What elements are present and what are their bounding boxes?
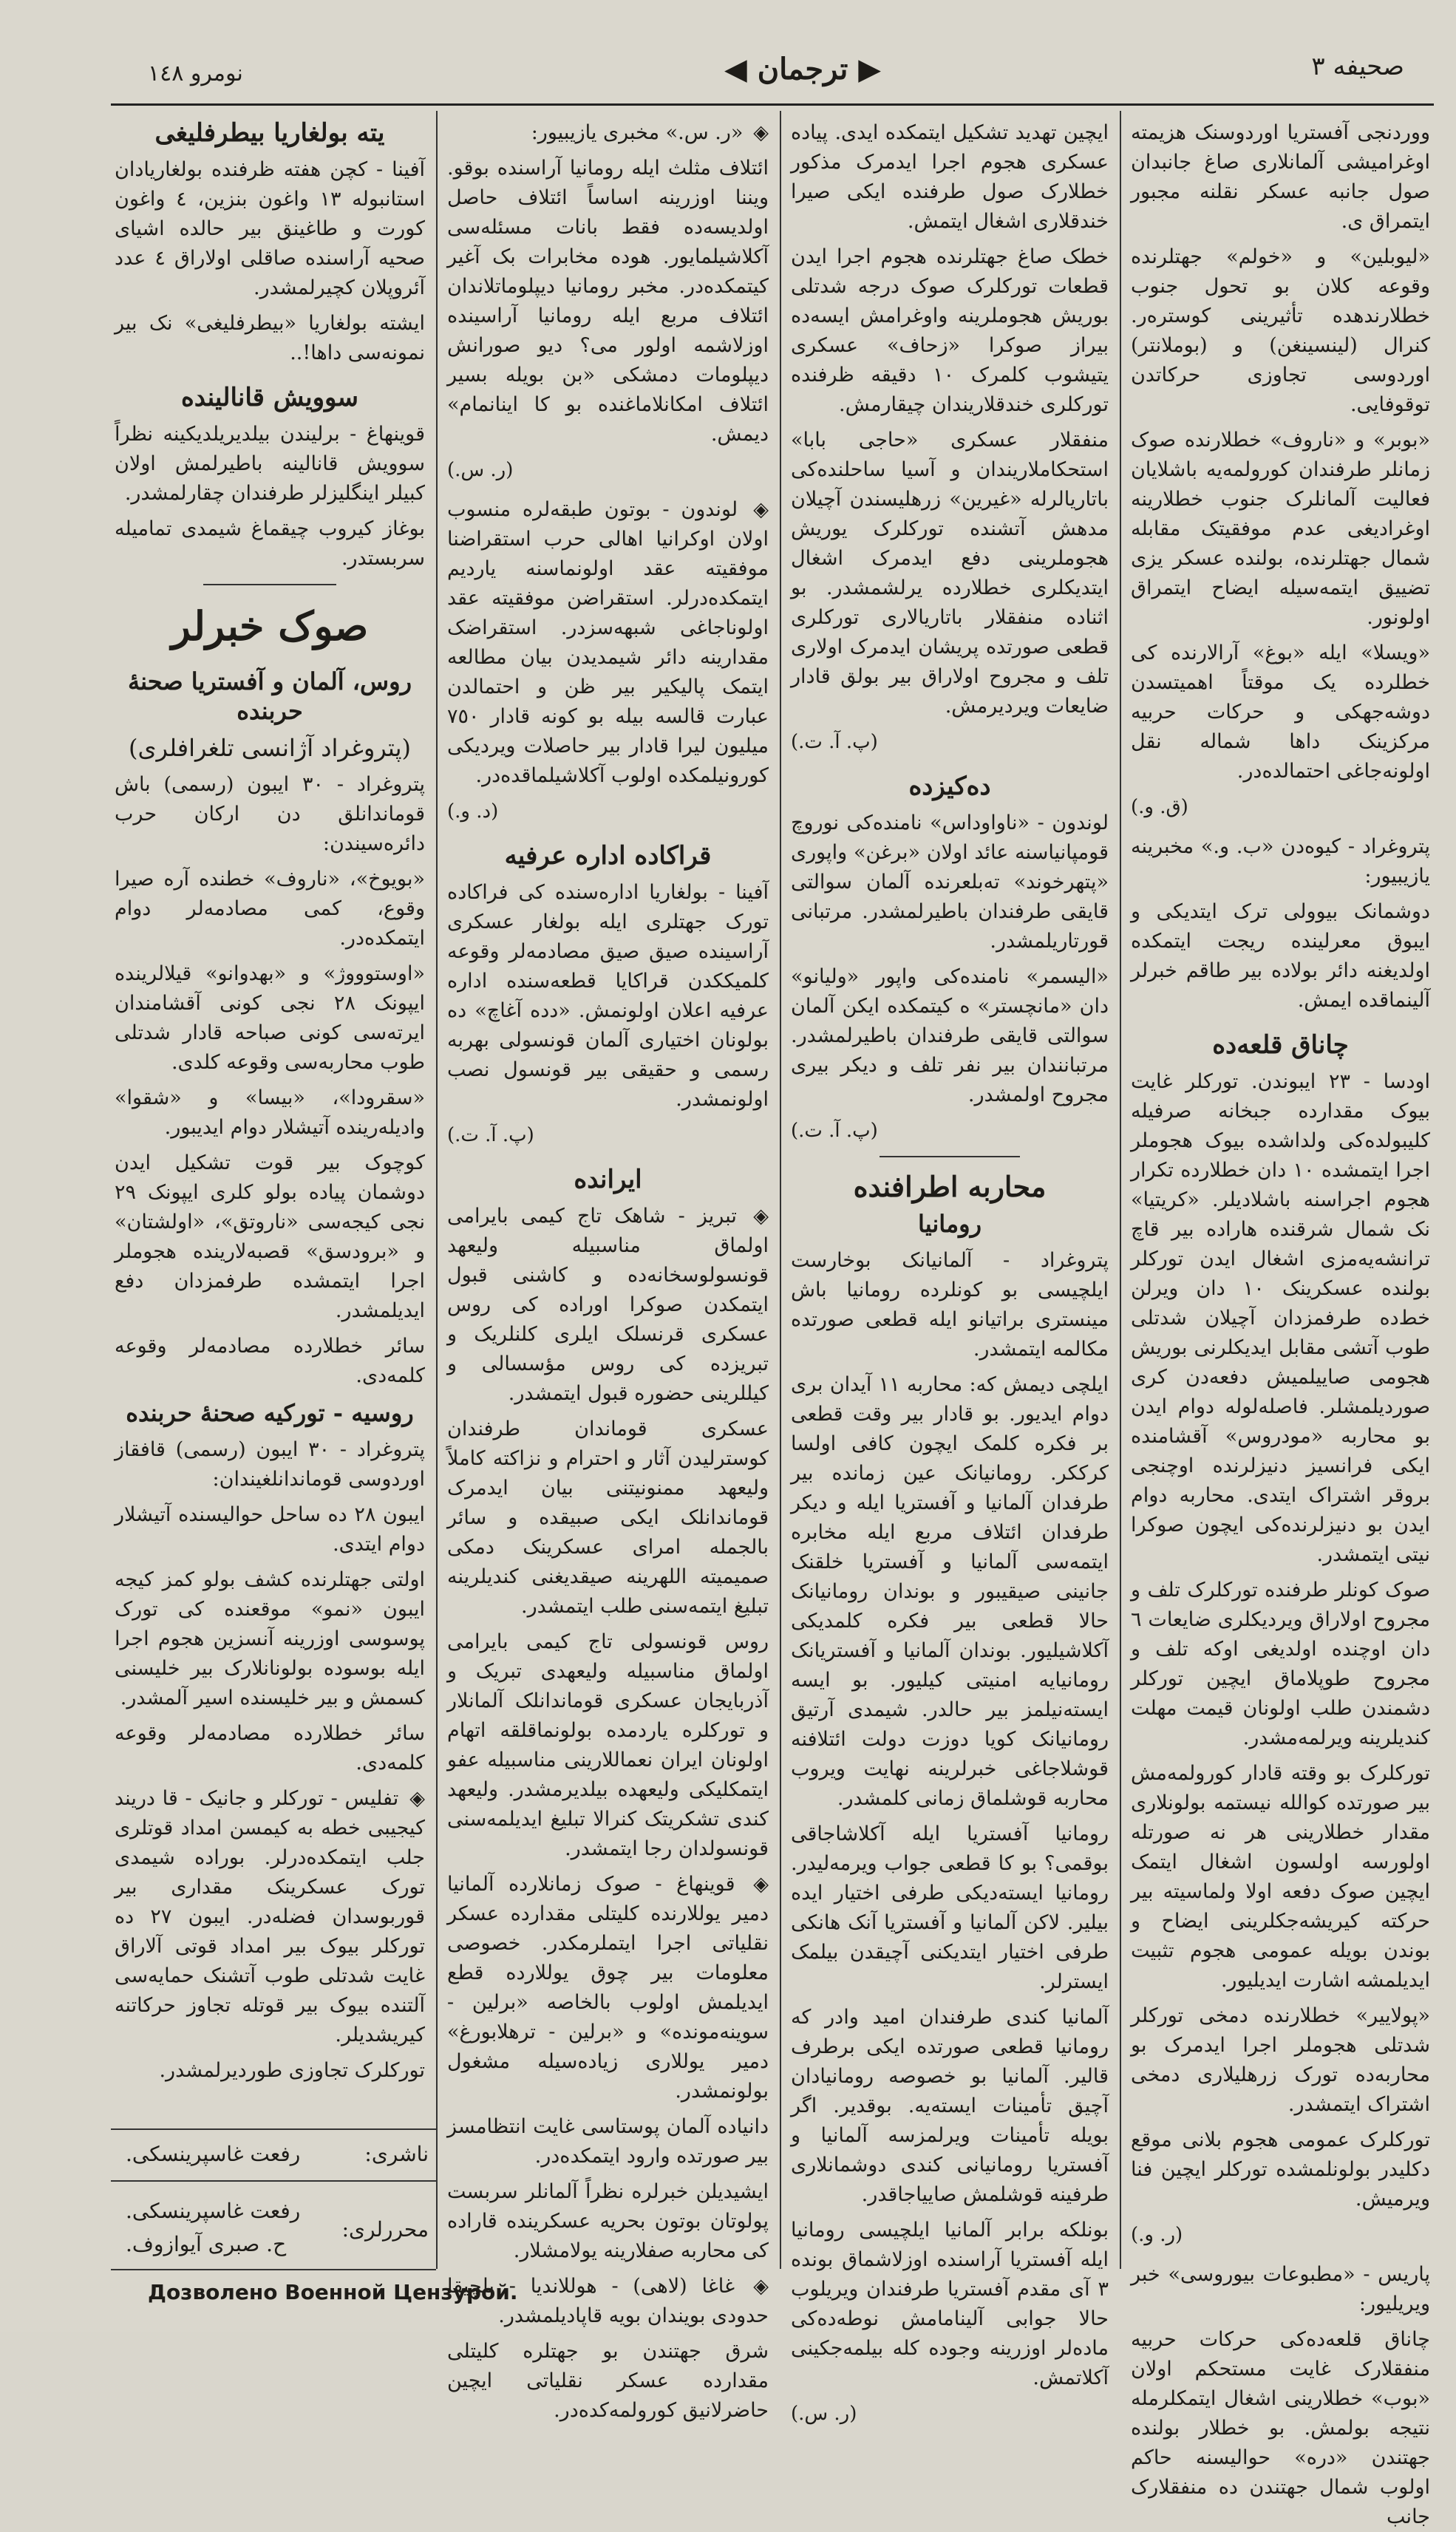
paragraph: تورکلرک تجاوزی طوردیرلمشدر. xyxy=(159,2059,425,2082)
diamond-ornament-icon: ◈ xyxy=(753,2275,769,2298)
paragraph: شرق جهتندن بو جهتلره کلیتلی مقدارده عسکر نقلیاتی ایچین حاضرلانیق کورولمه‌کده‌در. xyxy=(447,2340,769,2422)
section-divider xyxy=(880,1156,1020,1157)
paragraph: دانیاده آلمان پوستاسی غایت انتظامسز بیر صورتده وارود ایتمکده‌در. xyxy=(447,2115,769,2168)
column-divider xyxy=(1120,111,1121,2269)
column-2 xyxy=(447,118,769,2422)
source-tag: (ر. س.) xyxy=(447,459,514,481)
paragraph: پتروغراد - کیوه‌دن «ب. و.» مخبرینه یازیبیور: xyxy=(1131,835,1430,888)
newspaper-title xyxy=(724,52,881,86)
paragraph: «بویوخ»، «ناروف» خطنده آره صیرا وقوع، کمی مصادمه‌لر دوام ایتمکده‌در. xyxy=(115,868,425,950)
section-headline: قراکاده اداره عرفیه xyxy=(504,841,712,871)
source-tag: (ق. و.) xyxy=(1131,796,1188,818)
paragraph: «اوستوووژ» و «بهدوانو» قیلالرینده ایپونک ٢٨ نجی کونی آقشامندان ایرته‌سی کونی صباحه قادار شدتلی طوب محاربه‌سی وقوعه کلدی. xyxy=(115,962,425,1074)
section-headline: سوویش قانالینده xyxy=(180,383,359,412)
column-divider xyxy=(780,111,781,2269)
paragraph-text: قوینهاغ - صوک زمانلارده آلمانیا دمیر یوللارنده کلیتلی مقدارده عسکر نقلیاتی اجرا ایتملرمکدر. خصوصی معلومات بیر چوق یوللارده قطع ایدیلمش اولوب بالخاصه «برلین - سوینه‌موندە» و «برلین - ترهلابورغ» دمیر یوللاری زیاده‌سیله مشغول بولونمشدر. xyxy=(447,1873,769,2103)
source-tag: (پ. آ. ت.) xyxy=(791,731,878,753)
paragraph-text: «ر. س.» مخبری یازیبیور: xyxy=(531,121,744,144)
diamond-ornament-icon: ◈ xyxy=(753,1873,769,1896)
paragraph xyxy=(115,1784,425,2050)
paragraph: ایبون ٢٨ ده ساحل حوالیسنده آتیشلار دوام ایتدی. xyxy=(115,1503,425,1556)
paragraph: صوک کونلر طرفنده تورکلرک تلف و مجروح اولاراق ویردیکلری ضایعات ٦ دان اوچنده اولدیغی اوکه تلف و مجروح طوپلاماق ایچین تورکلر دشمندن طلب اولونان قیمت مهلت کندیلرینه ویرلمه‌مشدر. xyxy=(1131,1579,1430,1749)
paragraph: ائتلاف مثلث ایله رومانیا آراسنده بوقو. ویننا اوزرینه اساساً ائتلاف حاصل اولدیسه‌ده فقط بانات مسئله‌سی آکلاشیلمایور. هوده مخابرات بک آغیر کیتمکده‌در. مخبر رومانیا دیپلوماتلاندان ائتلاف مربع ایله رومانیا آراسینده اوزلاشمه اولور می؟ دیو صورانش دیپلومات دمشکی «بن بویله بسیر ائتلاف امکانلاماغنده بو کا اینانمام» دیمش. xyxy=(447,157,769,446)
censor-note: Дозволено Военной Цензурой. xyxy=(148,2280,518,2304)
paragraph: روس قونسولی تاج کیمی بایرامی اولماق مناسبیله ولیعهدی تبریک و آذربایجان عسکری قوماندانلک آلمانلار و تورکلره یاردمده بولونماقلقه اتهام اولونان ایران نعماللارینی مناسبیله عفو ایتمکلیکی ولیعهده بیلدیرمشدر. ولیعهد کندی تشکریتک کنرالا تبلیغ ایدیلمه‌سنی قونسولدان رجا ایتمشدر. xyxy=(447,1630,769,1860)
imprint-rule xyxy=(111,2128,436,2130)
section-subheadline: رومانیا xyxy=(917,1210,982,1238)
imprint-rule xyxy=(111,2180,436,2182)
section-headline: ده‌کیزده xyxy=(908,772,991,801)
column-divider xyxy=(436,111,438,2269)
paragraph: «الیسمر» نامنده‌کی واپور «ولیانو» دان «مانچستر» ه کیتمکده ایکن آلمان سوالتی قایقی طرفندان باطیرلمشدر. مرتبانندان بیر نفر تلف و دیکر بیری مجروح اولمشدر. xyxy=(791,965,1109,1106)
imprint-rule xyxy=(111,2269,436,2270)
paragraph: «پولاییر» خطلارنده دمخی تورکلر شدتلی هجوملر اجرا ایدمرک بو محاربه‌ده تورک زرهلیلاری دمخی اشتراک ایتمشدر. xyxy=(1131,2004,1430,2116)
paragraph: اولتی جهتلرنده کشف بولو کمز کیجه ایبون «نمو» موقعنده کی تورک پوسوسی اوزرینه آنسزین هجوم اجرا ایله بوسوده بولونانلارک بیر خلیسنی کسمش و بیر خلیسنده اسیر آلمشدر. xyxy=(115,1568,425,1709)
editor-name: ح. صبری آیوازوف. xyxy=(126,2232,287,2256)
source-tag: (پ. آ. ت.) xyxy=(791,1120,878,1142)
paragraph: پاریس - «مطبوعات بیوروسی» خبر ویریلیور: xyxy=(1131,2263,1430,2315)
paragraph xyxy=(447,1870,769,2106)
paragraph: سائر خطلارده مصادمه‌لر وقوعه کلمه‌دی. xyxy=(115,1335,425,1387)
section-subheadline: روسیه - تورکیه صحنهٔ حربنده xyxy=(126,1399,414,1427)
paragraph: «لیوبلین» و «خولم» جهتلرنده وقوعه کلان بو تحول جنوب خطلارندهده تأثیرینی کوستره‌ر. کنرال (لینسینغن) و (بوملانتر) اوردوسی تجاوزی حرکاتدن توقوفایی. xyxy=(1131,245,1430,416)
paragraph: بوغاز کیروب چیقماغ شیمدی تمامیله سربستدر. xyxy=(115,517,425,570)
paragraph xyxy=(447,495,769,791)
paragraph-text: غاغا (لاهی) - هوللاندیا - بلچیقا حدودی بویندان بویه قاپادیلمشدر. xyxy=(447,2275,769,2327)
editors-label: محررلری: xyxy=(341,2217,429,2242)
publisher-label: ناشری: xyxy=(364,2142,429,2166)
editor-name: رفعت غاسپرینسکی. xyxy=(126,2199,301,2223)
paragraph: چاناق قلعه‌ده‌کی حرکات حربیه منفقلارک غایت مستحکم اولان «بوب» خطلارینی اشغال ایتمکلرمله نتیجه بولمش. بو خطلار بولنده جهتندن «دره» حوالیسنه حاکم اولوب شمال جهتندن ده منفقلارک جانب xyxy=(1131,2328,1430,2528)
diamond-ornament-icon: ◈ xyxy=(753,1205,769,1228)
paragraph: بونلکه برابر آلمانیا ایلچیسی رومانیا ایله آفستریا آراسنده اوزلاشماق بونده ٣ آی مقدم آفستریا طرفندان ویریلوب حالا جوابی آلینامامش نوطه‌ده‌کی ماده‌لر اوزرینه وجوده کله بیلمه‌جکینی آکلاتمش. xyxy=(791,2219,1109,2389)
header-rule xyxy=(111,103,1434,106)
section-divider xyxy=(203,584,336,585)
paragraph: عسکری قوماندان طرفندان کوسترلیدن آثار و احترام و نزاکته کاملاً ولیعهد ممنونیتنی بیان ایدمرک قوماندانلک ایکی صبیقده و سائر بالجمله امرای عسکرینک دمکی صمیمیته اللهرینه صیقدیغنی کندیلرینه تبلیغ ایتمه‌سنی طلب ایتمشدر. xyxy=(447,1418,769,1618)
paragraph: آفینا - کچن هفته ظرفنده بولغاریادان استانبوله ١٣ واغون بنزین، ٤ واغون کورت و طاغینق بیر حالده اشیای صحیه آراسنده صاقلی اولاراق ٤ عدد آئروپلان کچیرلمشدر. xyxy=(115,158,426,299)
column-1 xyxy=(115,118,425,2114)
source-tag: (ر. س.) xyxy=(791,2403,857,2425)
diamond-ornament-icon: ◈ xyxy=(753,121,769,144)
page-header xyxy=(111,44,1412,96)
paragraph: اودسا - ٢٣ ایبوندن. تورکلر غایت بیوک مقدارده جبخانه صرفیله کلیبولده‌کی ولداشده بیوک هجوملر اجرا ایتمشده ۱۰ دان خطلارده تکرار هجوم اجراسنه باشلادیلر. «کریتیا» نک شمال شرقنده هاراده بیر قاچ ترانشه‌یه‌مزی اشغال ایدن تورکلر بولنده عسکرینک ۱۰ دان ویرلن خط‌ده طرفمزدان آچیلان شدتلی طوب آتشی مقابل ایدیکلرنی بوریش هجومی صاییلمیش دفعه‌دن کری صوردیلمشلر. فاصله‌لوله دوام ایدن بو محاربه «مودروس» آقشامنده ایکی فرانسیز دنیزلرنده اوچنجی بروقر اشتراک ایتدی. محاربه دوام ایدن بو دنیزلرنده‌کی ایچون صوکرا نیتی ایتمشدر. xyxy=(1131,1070,1431,1566)
paragraph: خطک صاغ جهتلرنده هجوم اجرا ایدن قطعات تورکلرک صوک درجه شدتلی بوریش هجوملرینه واوغرامش ایسه‌ده بیراز صوکرا «زحاف» عسکری یتیشوب کلمرک ١٠ دقیقه ظرفنده تورکلری خندقلاریندان چیقارمش. xyxy=(791,245,1109,416)
paragraph: منفقلار عسکری «حاجی بابا» استحکاملاریندان و آسیا ساحلنده‌کی باتاریالرله «غیرین» زرهلیسندن آچیلان مدهش آتشنده تورکلرک یوریش هجوملرینی دفع ایدمرک اشغال ایتدیکلری خطلارده یرلشمشدر. بو اثناده منفقلار باتاریالاری تورکلری قطعی صورتده پریشان ایدمرک اولاری تلف و مجروح اولاراق بیر بولق قادار ضایعات ویردیرمش. xyxy=(791,429,1109,718)
diamond-ornament-icon: ◈ xyxy=(409,1787,425,1810)
paragraph xyxy=(447,1202,769,1409)
paragraph: پتروغراد - ٣٠ ایبون (رسمی) باش قوماندانلق دن ارکان حرب دائره‌سیندن: xyxy=(115,773,426,855)
paragraph: ایلچی دیمش که: محاربه ١١ آیدان بری دوام ایدیور. بو قادار بیر وقت قطعی بر فکره کلمک ایچون کافی اولسا کرککر. رومانیانک عین زمانده بیر طرفدان آلمانیا و آفستریا ایله و دیکر طرفدان ائتلاف مربع ایله مخابره ایتمه‌سی آلمانیا و آفستریا خلقنک جانینی صیقیبور و بوندان رومانیانک حالا قطعی بیر فکره کلمدیکی آکلاشیلیور. بوندان آلمانیا و آفستریانک رومانیایه امنیتی کیلیور. بو ایسه ایسته‌نیلمز بیر حالدر. شیمدی آرتیق رومانیانک کویا دوزت دولت ائتلافنه قوشلاجاغی خبرلرینه نهایت ویروب محاربه قوشلماق زمانی کلمشدر. xyxy=(791,1373,1109,1810)
source-tag: (د. و.) xyxy=(447,800,499,823)
paragraph: «ویسلا» ایله «بوغ» آرالارنده کی خطلرده یک موقتاً اهمیتسدن دوشه‌جهکی و حرکات حربیه مرکزینک داها شماله نقل اولونه‌جاغی احتمالده‌در. xyxy=(1131,641,1430,783)
paragraph: ایچین تهدید تشکیل ایتمکده ایدی. پیاده عسکری هجوم اجرا ایدمرک مذکور خطلارک صول طرفنده ایکی صیرا خندقلاری اشغال ایتمش. xyxy=(791,121,1109,233)
paragraph: تورکلرک بو وقته قادار کورولمه‌مش بیر صورتده کوالله نیستمه بولونلاری مقدار خطلارینی هر نه صورتله اولورسه اولسون اشغال ایتمک ایچین صوک دفعه اولا ولماسیته بیر حرکته کیریشه‌جکلرینی ایضاح و بوندن بویله عمومی هجوم تثبیت ایدیلمشه اشارت ایدیلیور. xyxy=(1131,1762,1430,1992)
paragraph-text: تفلیس - تورکلر و جانیک - قا دریند کیجیبی خطه به کیمسن امداد قوتلری جلب ایتمکده‌درلر. بوراده شیمدی تورک عسکرینک مقداری بیر قوربوسدان فضله‌در. ایبون ٢٧ ده تورکلر بیوک بیر امداد قوتی آلاراق غایت شدتلی طوب آتشنک حمایه‌سی آلتنده بیوک بیر قوتله تجاوز حرکاتنه کیریشدیلر. xyxy=(115,1787,425,2046)
column-3 xyxy=(791,118,1109,2425)
paragraph: ایشته بولغاریا «بیطرفلیغی» نک بیر نمونه‌سی داها!.. xyxy=(115,312,425,364)
publisher-name: رفعت غاسپرینسکی. xyxy=(126,2142,301,2166)
paragraph: آفینا - بولغاریا ادارەسنده کی فراکاده تورک جهتلری ایله بولغار عسکری آراسینده صیق صیق مصادمه‌لر وقوعه کلمیککدن قراکایا قطعه‌سنده اداره عرفیه اعلان اولونمش. «دده آغاچ» ده بولونان اختیاری آلمان قونسولی بهربه رسمی و حقیقی بیر قونسول نصب اولونمشدر. xyxy=(447,881,769,1111)
paragraph xyxy=(447,118,769,148)
source-tag: (پ. آ. ت.) xyxy=(447,1124,534,1146)
paragraph: ووردنجی آفستریا اوردوسنک هزیمته اوغرامیشی آلمانلاری صاغ جانبدان صول جانبه عسکر نقلنه مجبور ایتمراق ی. xyxy=(1131,121,1430,233)
source-agency: (پتروغراد آژانسی تلغرافلری) xyxy=(129,734,411,762)
page-number: صحیفه ٣ xyxy=(1311,52,1404,81)
issue-number: نومرو ١٤٨ xyxy=(148,61,243,86)
paragraph: پتروغراد - ٣٠ ایبون (رسمی) قافقاز اوردوسی قوماندانلغیندان: xyxy=(115,1438,425,1491)
paragraph: «بوبر» و «ناروف» خطلارنده صوک زمانلر طرفندان کورولمه‌یه باشلایان فعالیت آلمانلرک جنوب خطلارینه اوغرادیغی عدم موفقیتک مقابله شمال جهتلرنده، بولنده عسکر یزی تضییق ایتمه‌سیله ایضاح ایتمراق اولونور. xyxy=(1131,429,1430,629)
paragraph: آلمانیا کندی طرفندان امید وادر که رومانیا قطعی صورتده ایکی برطرف قالیر. آلمانیا بو خصوصه رومانیادان آچیق تأمینات ایسته‌یه. بوقدیر. اگر بویله تأمینات ویرلمزسه آلمانیا و آفستریا رومانیانی کندی دوشمانلاری طرفینه قوشلمش صاییاجاقدر. xyxy=(791,2006,1109,2206)
source-tag: (ر. و.) xyxy=(1131,2224,1183,2246)
paragraph-text: لوندون - بوتون طبقه‌لره منسوب اولان اوکرانیا اهالی حرب استقراضنا موفقیته عقد اولونماسنه یاردیم ایتمکده‌درلر. استقراضن موفقیته عقد اولوناجاغی شبهه‌سزدر. استقراضک مقدارینه دائر شیمدیدن بیان مطالعه ایتمک پالیکیر بیر ظن و احتمالدن عبارت قالسه بیله بو کونه قادار ٧٥٠ میلیون لیرا قادار بیر حاصلات ویردیکی کورونیلمکده اولوب آکلاشیلماقده‌در. xyxy=(447,498,769,787)
paragraph: رومانیا آفستریا ایله آکلاشاجاقی بوقمی؟ بو کا قطعی جواب ویرمه‌لیدر. رومانیا ایسته‌دیکی طرفی اختیار ایده بیلیر. لاکن آلمانیا و آفستریا آنک هانکی طرفی اختیار ایتدیکنی آچیقدن بیلمک ایسترلر. xyxy=(791,1823,1109,1993)
newspaper-title-text: ترجمان xyxy=(757,52,848,86)
paragraph: «سقرودا»، «بیسا» و «شقوا» وادیله‌رینده آتیشلار دوام ایدیبور. xyxy=(115,1086,425,1139)
section-headline: محاربه اطرافنده xyxy=(853,1170,1047,1203)
paragraph: سائر خطلارده مصادمه‌لر وقوعه کلمه‌دی. xyxy=(115,1722,425,1774)
paragraph: لوندون - «ناواوداس» نامنده‌کی نوروچ قومپانیاسنه عائد اولان «برغن» واپوری «پتهرخوند» ته‌بلعرنده آلمان سوالتی قایقی طرفندان باطیرلمشدر. مرتبانی قورتاریلمشدر. xyxy=(791,811,1109,953)
paragraph-text: تبریز - شاهک تاج کیمی بایرامی اولماق مناسبیله ولیعهد قونسولوسخانه‌ده و کاشنی قبول ایتمکدن صوکرا اوراده کی روس عسکری قرنسلک ایلری کلنلریک و تبریزده کی روس مؤسسالی و کیللرینی حضوره قبول ایتمشدر. xyxy=(447,1205,769,1405)
paragraph: قوینهاغ - برلیندن بیلدیریلدیکینه نظراً سوویش قانالینه باطیرلمش اولان کبیلر اینگلیزلر طرفندان چقارلمشدر. xyxy=(115,423,425,505)
news-headline: صوک خبرلر xyxy=(171,602,369,650)
section-headline: یته بولغاریا بیطرفلیغی xyxy=(154,118,385,148)
paragraph: دوشمانک بیوولی ترک ایتدیکی و ایبوق معرلینده ریجت ایتمکده اولدیغنه دائر بولاده بیر طاقم خبرلر آلینماقده ایمش. xyxy=(1131,900,1430,1012)
diamond-ornament-icon: ◈ xyxy=(753,498,769,521)
column-4 xyxy=(1131,118,1431,2528)
ornament-right-icon: ▶ xyxy=(858,52,882,86)
paragraph: ایشیدیلن خبرلره نظراً آلمانلر سربست پولوتان بوتون بحریه عسکرینده قاراده کی محاربه صفلارینه یولامشلار. xyxy=(447,2180,769,2262)
paragraph: تورکلرک عمومی هجوم بلانی موقع دکلیدر بولونلمشده تورکلر ایچین فنا ویرمیش. xyxy=(1131,2128,1430,2211)
section-subheadline: روس، آلمان و آفستریا صحنهٔ حربنده xyxy=(127,667,412,725)
ornament-left-icon: ◀ xyxy=(724,52,747,86)
paragraph: کوچوک بیر قوت تشکیل ایدن دوشمان پیاده بولو کلری ایپونک ٢٩ نجی کیجه‌سی «ناروتق»، «اولشتان» و «برودسق» قصبه‌لارینده هجوملر اجرا ایتمشده طرفمزدان دفع ایدیلمشدر. xyxy=(115,1151,425,1322)
section-headline: چاناق قلعه‌ده xyxy=(1212,1030,1349,1060)
section-headline: ایرانده xyxy=(574,1165,642,1194)
paragraph: پتروغراد - آلمانیانک بوخارست ایلچیسی بو کونلرده رومانیا باش مینستری براتیانو ایله قطعی صورتده مکالمه ایتمشدر. xyxy=(791,1249,1109,1361)
